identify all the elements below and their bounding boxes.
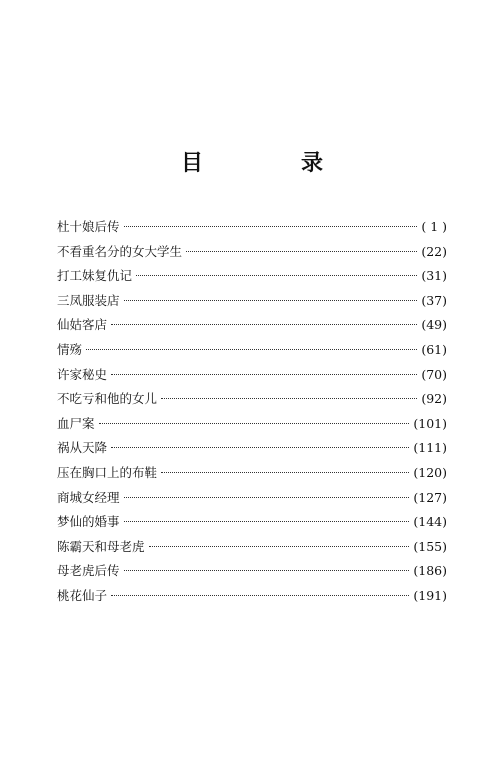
dot-leader — [124, 497, 410, 498]
toc-page-number: (49) — [421, 317, 447, 333]
toc-heading: 目 录 — [180, 151, 361, 176]
toc-entry-title: 许家秘史 — [57, 366, 108, 382]
toc-entry-title: 血尸案 — [57, 415, 95, 431]
toc-page-number: (155) — [413, 538, 447, 554]
toc-entry — [57, 313, 447, 338]
toc-entry — [57, 240, 447, 265]
dot-leader — [124, 226, 418, 227]
dot-leader — [136, 275, 417, 276]
toc-entry — [57, 215, 447, 240]
toc-entry-title: 母老虎后传 — [57, 563, 120, 579]
dot-leader — [186, 251, 417, 252]
toc-entry — [57, 461, 447, 486]
toc-entry-title: 不吃亏和他的女儿 — [57, 391, 158, 407]
toc-page-number: (111) — [413, 440, 447, 456]
toc-page-number: (22) — [421, 243, 447, 259]
toc-page-number: (92) — [421, 391, 447, 407]
toc-entry — [57, 486, 447, 511]
dot-leader — [149, 546, 410, 547]
dot-leader — [99, 423, 410, 424]
toc-entry-title: 三凤服装店 — [57, 292, 120, 308]
toc-entry-title: 仙姑客店 — [57, 317, 108, 333]
toc-page-number: (191) — [413, 587, 447, 603]
toc-page-number: (127) — [413, 489, 447, 505]
toc-entry — [57, 387, 447, 412]
toc-entry-title: 商城女经理 — [57, 489, 120, 505]
toc-entry — [57, 436, 447, 461]
toc-page-number: ( 1 ) — [421, 219, 447, 234]
toc-entry-title: 祸从天降 — [57, 440, 108, 456]
toc-page-number: (61) — [421, 341, 447, 357]
dot-leader — [124, 521, 410, 522]
dot-leader — [111, 374, 417, 375]
toc-page-number: (120) — [413, 464, 447, 480]
toc-page-number: (70) — [421, 366, 447, 382]
dot-leader — [161, 472, 409, 473]
toc-page-number: (37) — [421, 292, 447, 308]
dot-leader — [161, 398, 417, 399]
toc-page-number: (101) — [413, 415, 447, 431]
toc-entry-title: 压在胸口上的布鞋 — [57, 464, 158, 480]
toc-entry — [57, 289, 447, 314]
dot-leader — [111, 324, 417, 325]
toc-entry-title: 桃花仙子 — [57, 587, 108, 603]
toc-entry-title: 情殇 — [57, 341, 83, 357]
dot-leader — [111, 595, 409, 596]
toc-page-number: (186) — [413, 563, 447, 579]
toc-entry-title: 打工妹复仇记 — [57, 268, 133, 284]
dot-leader — [124, 300, 418, 301]
toc-entry — [57, 264, 447, 289]
toc-entry — [57, 584, 447, 609]
toc-entry-title: 不看重名分的女大学生 — [57, 243, 183, 259]
toc-entry — [57, 338, 447, 363]
toc-entry — [57, 412, 447, 437]
toc-entry — [57, 510, 447, 535]
dot-leader — [111, 447, 409, 448]
toc-page-number: (144) — [413, 514, 447, 530]
dot-leader — [86, 349, 417, 350]
toc-entry-title: 梦仙的婚事 — [57, 514, 120, 530]
toc-entry-title: 陈霸天和母老虎 — [57, 538, 145, 554]
toc-entry — [57, 535, 447, 560]
toc-entry — [57, 363, 447, 388]
toc-entry — [57, 559, 447, 584]
table-of-contents — [57, 215, 447, 609]
toc-page-number: (31) — [421, 268, 447, 284]
dot-leader — [124, 570, 410, 571]
toc-entry-title: 杜十娘后传 — [57, 219, 120, 234]
